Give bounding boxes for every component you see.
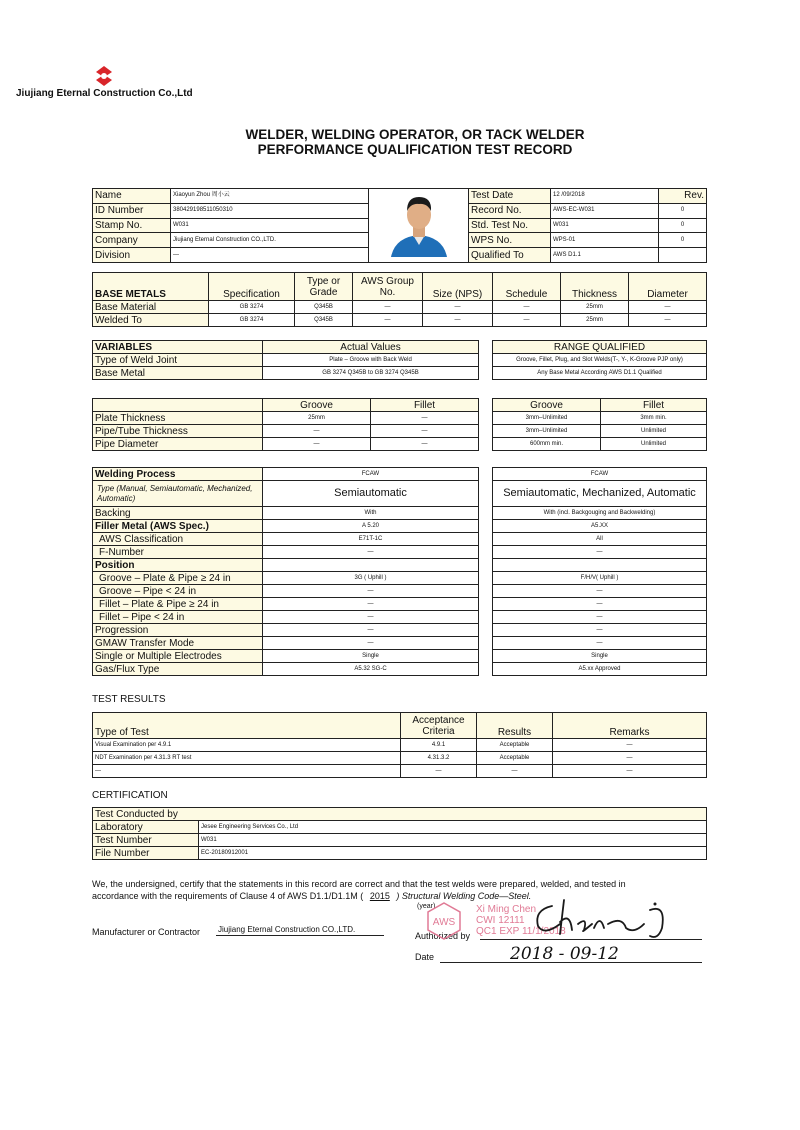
column-divider <box>479 412 493 425</box>
col-type-grade: Type or Grade <box>295 273 353 301</box>
table-cell: A5.xx Approved <box>493 663 707 676</box>
certification-statement-line-2 <box>92 891 531 901</box>
table-cell: — <box>263 425 371 438</box>
welder-info-table <box>92 188 707 263</box>
aws-classification-label: AWS Classification <box>93 533 263 546</box>
groove-actual-header: Groove <box>263 399 371 412</box>
year-caption: (year) <box>417 903 436 910</box>
actual-values-header: Actual Values <box>263 341 479 354</box>
statement-part-a: accordance with the requirements of Clause 4 of AWS D1.1/D1.1M ( <box>92 891 364 901</box>
table-cell: E71T-1C <box>263 533 479 546</box>
stamp-label: Stamp No. <box>93 218 171 233</box>
column-divider <box>479 559 493 572</box>
table-row <box>93 739 707 752</box>
col-type-of-test: Type of Test <box>93 713 401 739</box>
table-cell: Groove, Fillet, Plug, and Slot Welds(T-, Y-, K-Groove PJP only) <box>493 354 707 367</box>
col-size: Size (NPS) <box>423 273 493 301</box>
column-divider <box>479 598 493 611</box>
table-cell: 600mm min. <box>493 438 601 451</box>
table-cell: — <box>263 637 479 650</box>
progression-label: Progression <box>93 624 263 637</box>
table-cell: 4.31.3.2 <box>401 752 477 765</box>
table-cell: A5.32 SG-C <box>263 663 479 676</box>
column-divider <box>479 507 493 520</box>
title-line-1: WELDER, WELDING OPERATOR, OR TACK WELDER <box>245 127 585 142</box>
fillet-range-header: Fillet <box>601 399 707 412</box>
groove-range-header: Groove <box>493 399 601 412</box>
table-cell: — <box>629 301 707 314</box>
variables-table <box>92 340 707 380</box>
table-cell: Unlimited <box>601 425 707 438</box>
record-label-4: Qualified To <box>469 248 551 263</box>
table-cell: 3G ( Uphill ) <box>263 572 479 585</box>
table-cell: GB 3274 <box>209 301 295 314</box>
table-cell: GB 3274 Q345B to GB 3274 Q345B <box>263 367 479 380</box>
column-divider <box>479 546 493 559</box>
table-cell: Single <box>263 650 479 663</box>
welder-photo <box>369 189 469 263</box>
table-cell: 25mm <box>561 314 629 327</box>
code-year: 2015 <box>369 891 390 901</box>
column-divider <box>479 481 493 507</box>
table-cell: — <box>553 765 707 778</box>
table-cell: FCAW <box>493 468 707 481</box>
welder-portrait-image <box>369 189 469 257</box>
table-cell: NDT Examination per 4.31.3 RT test <box>93 752 401 765</box>
company-logo <box>92 64 116 88</box>
table-cell: — <box>263 438 371 451</box>
column-divider <box>479 572 493 585</box>
base-metal-label: Base Metal <box>93 367 263 380</box>
aws-stamp-text: AWS <box>432 917 456 928</box>
electrodes-label: Single or Multiple Electrodes <box>93 650 263 663</box>
table-cell: — <box>401 765 477 778</box>
table-cell: 3mm min. <box>601 412 707 425</box>
column-divider <box>479 520 493 533</box>
table-cell: — <box>353 301 423 314</box>
stamp-line-2: CWI 12111 <box>476 915 525 926</box>
table-cell: — <box>493 585 707 598</box>
plate-thickness-label: Plate Thickness <box>93 412 263 425</box>
table-cell: Acceptable <box>477 739 553 752</box>
welded-to-label: Welded To <box>93 314 209 327</box>
table-cell: — <box>493 598 707 611</box>
table-cell: Semiautomatic <box>263 481 479 507</box>
table-cell: With (incl. Backgouging and Backwelding) <box>493 507 707 520</box>
name-value: Xiaoyun Zhou 周小云 <box>171 189 369 204</box>
base-material-label: Base Material <box>93 301 209 314</box>
column-divider <box>479 637 493 650</box>
type-label: Type (Manual, Semiautomatic, Mechanized, Automatic) <box>93 481 263 507</box>
column-divider <box>479 438 493 451</box>
table-cell: — <box>263 598 479 611</box>
fillet-actual-header: Fillet <box>371 399 479 412</box>
table-cell: — <box>493 546 707 559</box>
base-metals-header: BASE METALS <box>93 273 209 301</box>
id-value: 380429198511050310 <box>171 203 369 218</box>
record-value-0: 12 /09/2018 <box>551 189 659 204</box>
id-label: ID Number <box>93 203 171 218</box>
table-cell: 4.9.1 <box>401 739 477 752</box>
title-line-2: PERFORMANCE QUALIFICATION TEST RECORD <box>257 142 573 157</box>
table-cell: FCAW <box>263 468 479 481</box>
company-value: Jiujiang Eternal Construction CO.,LTD. <box>171 233 369 248</box>
table-cell: — <box>493 314 561 327</box>
certification-title: CERTIFICATION <box>92 790 168 801</box>
certification-statement-line-1: We, the undersigned, certify that the statements in this record are correct and that the test welds were prepared, welded, and tested in <box>92 879 626 889</box>
table-cell: — <box>553 739 707 752</box>
test-results-title: TEST RESULTS <box>92 694 166 705</box>
record-label-2: Std. Test No. <box>469 218 551 233</box>
manufacturer-line <box>216 935 384 936</box>
col-thickness: Thickness <box>561 273 629 301</box>
date-label: Date <box>415 952 435 962</box>
statement-part-b: ) Structural Welding Code—Steel. <box>396 891 532 901</box>
table-cell: — <box>263 546 479 559</box>
name-label: Name <box>93 189 171 204</box>
table-cell: With <box>263 507 479 520</box>
column-divider <box>479 425 493 438</box>
groove-plate-label: Groove – Plate & Pipe ≥ 24 in <box>93 572 263 585</box>
process-table <box>92 467 707 676</box>
range-qualified-header: RANGE QUALIFIED <box>493 341 707 354</box>
stamp-line-1: Xi Ming Chen <box>476 904 537 915</box>
record-label-1: Record No. <box>469 203 551 218</box>
record-value-1: AWS-EC-W031 <box>551 203 659 218</box>
thickness-table <box>92 398 707 451</box>
welding-process-label: Welding Process <box>93 468 263 481</box>
table-cell: — <box>263 585 479 598</box>
backing-label: Backing <box>93 507 263 520</box>
table-cell: — <box>493 637 707 650</box>
fillet-pipe-label: Fillet – Pipe < 24 in <box>93 611 263 624</box>
file-number-label: File Number <box>93 847 199 860</box>
pipe-diameter-label: Pipe Diameter <box>93 438 263 451</box>
record-rev-1: 0 <box>659 203 707 218</box>
record-label-0: Test Date <box>469 189 551 204</box>
manufacturer-label: Manufacturer or Contractor <box>92 927 201 937</box>
company-label: Company <box>93 233 171 248</box>
table-cell: — <box>423 314 493 327</box>
table-cell: — <box>263 624 479 637</box>
col-diameter: Diameter <box>629 273 707 301</box>
col-specification: Specification <box>209 273 295 301</box>
filler-metal-label: Filler Metal (AWS Spec.) <box>93 520 263 533</box>
test-number-value: W031 <box>199 834 707 847</box>
record-value-3: WPS-01 <box>551 233 659 248</box>
laboratory-value: Jesee Engineering Services Co., Ltd <box>199 821 707 834</box>
division-label: Division <box>93 248 171 263</box>
weld-joint-label: Type of Weld Joint <box>93 354 263 367</box>
record-rev-3: 0 <box>659 233 707 248</box>
table-cell: A 5.20 <box>263 520 479 533</box>
table-cell: — <box>263 611 479 624</box>
column-divider <box>479 663 493 676</box>
table-cell: 25mm <box>561 301 629 314</box>
column-divider <box>479 624 493 637</box>
table-cell: Single <box>493 650 707 663</box>
record-rev-2: 0 <box>659 218 707 233</box>
column-divider <box>479 468 493 481</box>
laboratory-label: Laboratory <box>93 821 199 834</box>
company-name: Jiujiang Eternal Construction Co.,Ltd <box>16 88 193 99</box>
column-divider <box>479 367 493 380</box>
column-divider <box>479 399 493 412</box>
file-number-value: EC-20180912001 <box>199 847 707 860</box>
col-acceptance-criteria: Acceptance Criteria <box>401 713 477 739</box>
column-divider <box>479 611 493 624</box>
table-cell: Q345B <box>295 301 353 314</box>
column-divider <box>479 650 493 663</box>
record-value-2: W031 <box>551 218 659 233</box>
variables-header: VARIABLES <box>93 341 263 354</box>
table-cell: — <box>493 611 707 624</box>
table-cell: — <box>629 314 707 327</box>
authorized-by-label: Authorized by <box>415 931 471 941</box>
table-cell: — <box>371 438 479 451</box>
col-results: Results <box>477 713 553 739</box>
table-row <box>93 752 707 765</box>
table-cell: Unlimited <box>601 438 707 451</box>
table-cell: — <box>353 314 423 327</box>
groove-pipe-label: Groove – Pipe < 24 in <box>93 585 263 598</box>
table-cell <box>263 559 479 572</box>
col-aws-group: AWS Group No. <box>353 273 423 301</box>
division-value: — <box>171 248 369 263</box>
gmaw-transfer-label: GMAW Transfer Mode <box>93 637 263 650</box>
table-cell: 3mm–Unlimited <box>493 425 601 438</box>
manufacturer-value: Jiujiang Eternal Construction CO.,LTD. <box>218 925 356 934</box>
table-cell: — <box>553 752 707 765</box>
table-cell: A5.XX <box>493 520 707 533</box>
table-cell: F/H/V( Uphill ) <box>493 572 707 585</box>
empty-header <box>93 399 263 412</box>
col-remarks: Remarks <box>553 713 707 739</box>
table-cell: Acceptable <box>477 752 553 765</box>
gas-flux-label: Gas/Flux Type <box>93 663 263 676</box>
table-cell: — <box>423 301 493 314</box>
signature-image <box>530 894 680 944</box>
position-label: Position <box>93 559 263 572</box>
table-cell: Plate – Groove with Back Weld <box>263 354 479 367</box>
table-cell: — <box>371 425 479 438</box>
date-value: 2018 - 09-12 <box>510 944 619 964</box>
column-divider <box>479 354 493 367</box>
table-cell: Q345B <box>295 314 353 327</box>
fillet-plate-label: Fillet – Plate & Pipe ≥ 24 in <box>93 598 263 611</box>
table-cell: Visual Examination per 4.9.1 <box>93 739 401 752</box>
table-cell: — <box>477 765 553 778</box>
rev-label: Rev. <box>659 189 707 204</box>
stamp-line-3: QC1 EXP 11/1/2018 <box>476 926 566 937</box>
column-divider <box>479 533 493 546</box>
test-results-table <box>92 712 707 778</box>
pipe-thickness-label: Pipe/Tube Thickness <box>93 425 263 438</box>
table-cell: Semiautomatic, Mechanized, Automatic <box>493 481 707 507</box>
table-cell: Any Base Metal According AWS D1.1 Qualified <box>493 367 707 380</box>
table-cell: 25mm <box>263 412 371 425</box>
table-row <box>93 765 707 778</box>
certification-table <box>92 807 707 860</box>
table-cell: — <box>493 624 707 637</box>
record-rev-4 <box>659 248 707 263</box>
column-divider <box>479 585 493 598</box>
table-cell <box>493 559 707 572</box>
table-cell: — <box>93 765 401 778</box>
table-cell: — <box>371 412 479 425</box>
record-label-3: WPS No. <box>469 233 551 248</box>
page-title <box>0 127 800 157</box>
f-number-label: F-Number <box>93 546 263 559</box>
table-cell: — <box>493 301 561 314</box>
test-conducted-by-label: Test Conducted by <box>93 808 707 821</box>
record-value-4: AWS D1.1 <box>551 248 659 263</box>
col-schedule: Schedule <box>493 273 561 301</box>
table-cell: All <box>493 533 707 546</box>
table-cell: GB 3274 <box>209 314 295 327</box>
test-number-label: Test Number <box>93 834 199 847</box>
base-metals-table <box>92 272 707 327</box>
column-divider <box>479 341 493 354</box>
aws-stamp-icon <box>424 901 464 941</box>
stamp-value: W031 <box>171 218 369 233</box>
table-cell: 3mm–Unlimited <box>493 412 601 425</box>
